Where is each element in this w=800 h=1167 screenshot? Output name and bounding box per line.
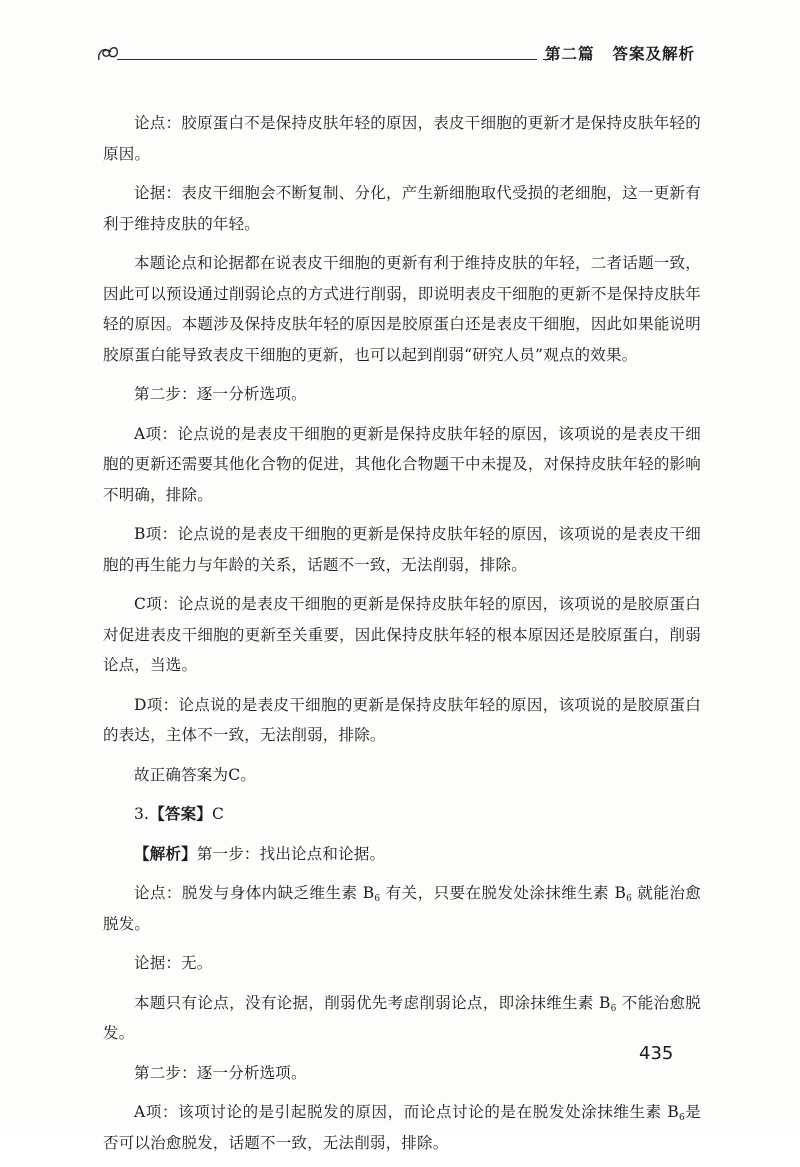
paragraph: 论据：无。 xyxy=(134,954,213,972)
header-rule xyxy=(117,59,537,60)
text-run: 论点：脱发与身体内缺乏维生素 B xyxy=(134,884,375,902)
analysis-step: 第一步：找出论点和论据。 xyxy=(196,844,386,863)
paragraph xyxy=(103,1097,701,1158)
analysis-heading xyxy=(103,839,701,870)
subscript: 6 xyxy=(678,1113,685,1123)
page-number: 435 xyxy=(639,1043,674,1064)
leaf-ornament-icon xyxy=(95,42,125,66)
paragraph: 论点：胶原蛋白不是保持皮肤年轻的原因，表皮干细胞的更新才是保持皮肤年轻的原因。 xyxy=(103,114,701,163)
header-title xyxy=(545,42,695,64)
question-number: 3. xyxy=(134,805,150,823)
subscript: 6 xyxy=(610,1003,617,1014)
text-run: 不能治愈脱发。 xyxy=(103,993,701,1042)
paragraph: 本题论点和论据都在说表皮干细胞的更新有利于维持皮肤的年轻，二者话题一致，因此可以预设通过削弱论点的方式进行削弱，即说明表皮干细胞的更新不是保持皮肤年轻的原因。本题涉及保持皮肤年轻的原因是胶原蛋白还是表皮干细胞，因此如果能说明胶原蛋白能导致表皮干细胞的更新，也可以起到削弱“研究人员”观点的效果。 xyxy=(103,254,701,364)
text-run: 是否可以治愈脱发，话题不一致，无法削弱，排除。 xyxy=(103,1103,701,1152)
paragraph: B项：论点说的是表皮干细胞的更新是保持皮肤年轻的原因，该项说的是表皮干细胞的再生能力与年龄的关系，话题不一致，无法削弱，排除。 xyxy=(103,525,701,574)
subscript: 6 xyxy=(626,894,633,904)
answer-value: C xyxy=(212,805,225,823)
paragraph xyxy=(103,988,701,1049)
paragraph: 第二步：逐一分析选项。 xyxy=(134,1063,307,1082)
answer-heading xyxy=(103,799,701,830)
paragraph: D项：论点说的是表皮干细胞的更新是保持皮肤年轻的原因，该项说的是胶原蛋白的表达，主体不一致，无法削弱，排除。 xyxy=(103,695,701,744)
paragraph: 论据：表皮干细胞会不断复制、分化，产生新细胞取代受损的老细胞，这一更新有利于维持皮肤的年轻。 xyxy=(103,184,701,233)
text-run: 本题只有论点，没有论据，削弱优先考虑削弱论点，即涂抹维生素 B xyxy=(134,993,611,1012)
paragraph: C项：论点说的是表皮干细胞的更新是保持皮肤年轻的原因，该项说的是胶原蛋白对促进表皮干细胞的更新至关重要，因此保持皮肤年轻的根本原因还是胶原蛋白，削弱论点，当选。 xyxy=(103,595,701,674)
analysis-label: 【解析】 xyxy=(134,843,197,863)
paragraph: A项：论点说的是表皮干细胞的更新是保持皮肤年轻的原因，该项说的是表皮干细胞的更新还需要其他化合物的促进，其他化合物题干中未提及，对保持皮肤年轻的影响不明确，排除。 xyxy=(103,424,701,504)
paragraph: 故正确答案为C。 xyxy=(134,765,256,784)
text-run: 有关，只要在脱发处涂抹维生素 B xyxy=(380,884,627,902)
subscript: 6 xyxy=(374,894,381,904)
header-part: 第二篇 xyxy=(544,45,595,63)
running-header xyxy=(95,42,695,68)
text-run: 就能治愈脱发。 xyxy=(103,884,701,933)
header-section: 答案及解析 xyxy=(612,45,695,63)
body-text xyxy=(103,108,701,1167)
answer-label: 【答案】 xyxy=(149,804,213,823)
text-run: A项：该项讨论的是引起脱发的原因，而论点讨论的是在脱发处涂抹维生素 B xyxy=(134,1103,679,1121)
paragraph: 第二步：逐一分析选项。 xyxy=(134,385,307,403)
paragraph xyxy=(103,878,701,939)
